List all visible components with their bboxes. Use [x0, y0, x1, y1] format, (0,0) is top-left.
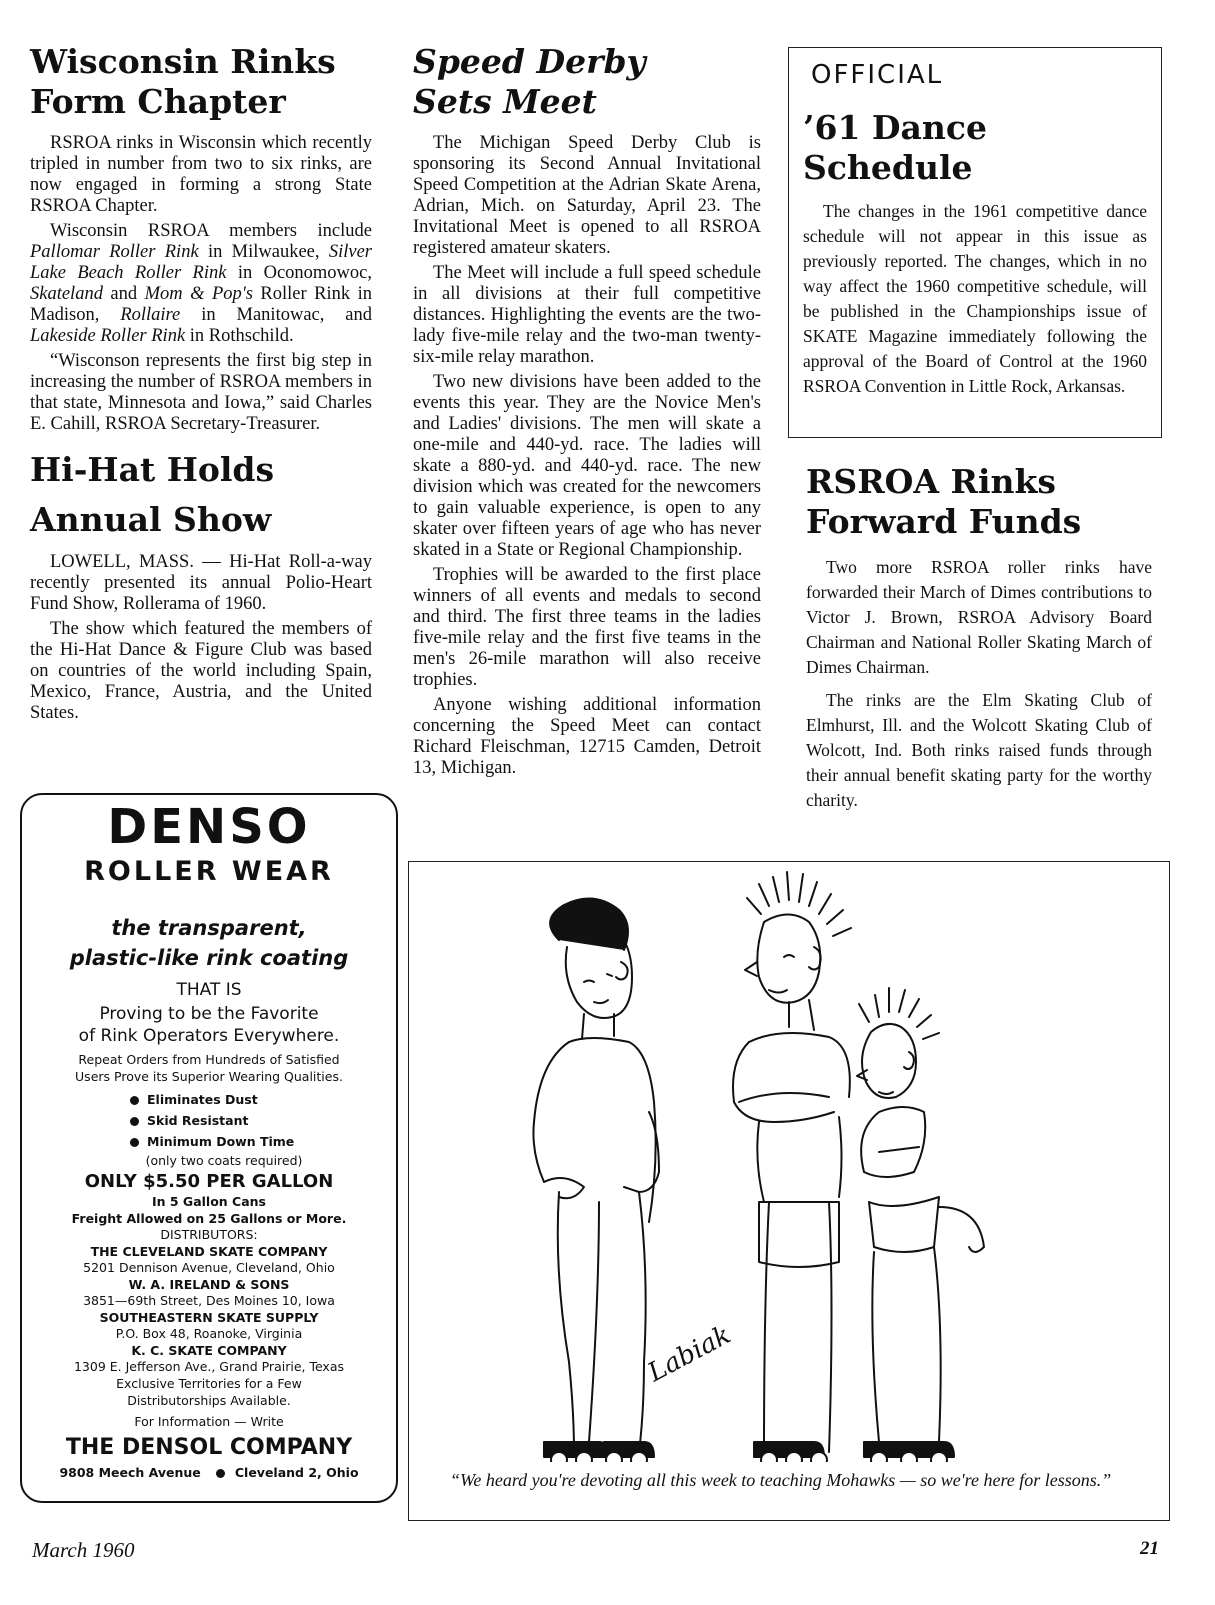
title-line: Speed Derby [413, 42, 646, 81]
article-paragraph: The show which featured the members of the Hi-Hat Dance & Figure Club was based on countries of the world including Spain, Mexico, France, Austria, and the United States. [30, 619, 372, 724]
ad-brand: DENSO [107, 799, 311, 855]
article-paragraph: The Meet will include a full speed schedule in all divisions at their full competitive distances. Highlighting the events are the two-lady five-mile relay and the two-man twenty-six-mile relay marathon. [413, 263, 761, 368]
bullet-icon [130, 1138, 139, 1147]
article-title-forward-funds [806, 462, 1152, 541]
mohawk-figure-tall [733, 872, 851, 1462]
ad-text: THAT IS [176, 980, 242, 1000]
ad-text: (only two coats required) [145, 1153, 303, 1168]
mohawk-figure-small [857, 988, 984, 1462]
article-title-speed-derby [413, 42, 761, 121]
ad-distributor-address: 5201 Dennison Avenue, Cleveland, Ohio [83, 1260, 335, 1275]
article-paragraph: The Michigan Speed Derby Club is sponsoring its Second Annual Invitational Speed Competition at the Adrian Skate Arena, Adrian, Mich. on Saturday, April 23. The Invitational Meet is opened to all RSROA registered amateur skaters. [413, 133, 761, 259]
ad-distributor-address: 3851—69th Street, Des Moines 10, Iowa [83, 1293, 335, 1308]
issue-date: March 1960 [32, 1538, 135, 1562]
ad-company: THE DENSOL COMPANY [65, 1435, 353, 1460]
ad-distributor-name: SOUTHEASTERN SKATE SUPPLY [99, 1310, 319, 1325]
article-paragraph: LOWELL, MASS. — Hi-Hat Roll-a-way recently presented its annual Polio-Heart Fund Show, Rollerama of 1960. [30, 552, 372, 615]
official-label: OFFICIAL [811, 60, 944, 90]
title-line: Form Chapter [30, 81, 286, 121]
ad-distributor-name: W. A. IRELAND & SONS [128, 1277, 290, 1292]
ad-distributor-address: P.O. Box 48, Roanoke, Virginia [115, 1326, 303, 1341]
column-left [30, 42, 372, 728]
cartoon-signature: Labiak [643, 1319, 736, 1389]
title-line: Sets Meet [413, 81, 597, 121]
ad-text: In 5 Gallon Cans [151, 1194, 266, 1209]
ad-text: Freight Allowed on 25 Gallons or More. [71, 1211, 347, 1226]
ad-text: DISTRIBUTORS: [160, 1227, 258, 1242]
article-paragraph: Trophies will be awarded to the first place winners of all events and medals to second and third. The first three teams in the ladies five-mile relay and the first five teams in the men's 26-mile marathon will also receive trophies. [413, 565, 761, 691]
title-line: Annual Show [30, 499, 272, 539]
article-paragraph: Anyone wishing additional information concerning the Speed Meet can contact Richard Fleischman, 12715 Camden, Detroit 13, Michigan. [413, 695, 761, 779]
ad-company-address: 9808 Meech Avenue Cleveland 2, Ohio [59, 1465, 359, 1480]
bullet-icon [130, 1096, 139, 1105]
ad-text: Users Prove its Superior Wearing Qualities. [75, 1069, 343, 1084]
ad-text: Repeat Orders from Hundreds of Satisfied [78, 1052, 340, 1067]
article-paragraph: Wisconsin RSROA members include Pallomar Roller Rink in Milwaukee, Silver Lake Beach Roller Rink in Oconomowoc, Skateland and Mom & Pop's Roller Rink in Madison, Rollaire in Manitowac, and Lakeside Roller Rink in Rothschild. [30, 221, 373, 347]
ad-product: ROLLER WEAR [84, 856, 334, 887]
article-paragraph: Two new divisions have been added to the events this year. They are the Novice Men's and Ladies' divisions. The men will skate a one-mile and 440-yd. race. The ladies will skate a 880-yd. and 440-yd. race. The new division which was created for the newcomers to gain valuable experience, is open to any skater over fifteen years of age who has never skated in a State or Regional Championship. [413, 372, 761, 561]
bullet-icon [216, 1469, 225, 1478]
ad-bullets [130, 1089, 396, 1152]
official-notice-box [788, 47, 1162, 438]
article-title-wisconsin [30, 42, 372, 121]
bullet-icon [130, 1117, 139, 1126]
instructor-figure [533, 899, 659, 1462]
article-title-dance-schedule: ’61 Dance Schedule [803, 108, 987, 187]
ad-tagline: plastic-like rink coating [69, 946, 349, 970]
article-paragraph: Two more RSROA roller rinks have forwarded their March of Dimes contributions to Victor J. Brown, RSROA Advisory Board Chairman and National Roller Skating March of Dimes Chairman. [806, 557, 1152, 678]
column-right-lower [806, 462, 1152, 821]
ad-bullet-item: Eliminates Dust [130, 1089, 396, 1110]
article-paragraph: RSROA rinks in Wisconsin which recently tripled in number from two to six rinks, are now engaged in forming a strong State RSROA Chapter. [30, 133, 372, 217]
ad-distributor-name: K. C. SKATE COMPANY [131, 1343, 287, 1358]
ad-distributor-address: 1309 E. Jefferson Ave., Grand Prairie, Texas [73, 1359, 345, 1374]
cartoon-caption: “We heard you're devoting all this week to teaching Mohawks — so we're here for lessons.” [450, 1470, 1112, 1490]
title-line: Forward Funds [806, 501, 1082, 541]
ad-text: For Information — Write [134, 1414, 284, 1429]
denso-advertisement [20, 793, 398, 1503]
article-paragraph: “Wisconson represents the first big step in increasing the number of RSROA members in that state, Minnesota and Iowa,” said Charles E. Cahill, RSROA Secretary-Treasurer. [30, 351, 372, 435]
ad-text: Exclusive Territories for a Few [116, 1376, 302, 1391]
article-paragraph: The rinks are the Elm Skating Club of Elmhurst, Ill. and the Wolcott Skating Club of Wolcott, Ind. Both rinks raised funds through their annual benefit skating party for the worthy charity. [806, 690, 1152, 811]
title-line: RSROA Rinks [806, 462, 1056, 501]
article-title-hi-hat [30, 445, 372, 544]
title-line: Hi-Hat Holds [30, 450, 275, 490]
ad-price: ONLY $5.50 PER GALLON [84, 1171, 334, 1192]
title-line: Wisconsin Rinks [30, 42, 336, 81]
column-middle [413, 42, 761, 783]
ad-text: Distributorships Available. [127, 1393, 291, 1408]
ad-text: of Rink Operators Everywhere. [78, 1026, 340, 1046]
ad-bullet-item: Minimum Down Time [130, 1131, 396, 1152]
cartoon-illustration [409, 862, 1169, 1462]
cartoon-frame [408, 861, 1170, 1521]
ad-text: Proving to be the Favorite [99, 1004, 319, 1024]
ad-tagline: the transparent, [111, 916, 307, 940]
ad-distributor-name: THE CLEVELAND SKATE COMPANY [90, 1244, 328, 1259]
article-paragraph: The changes in the 1961 competitive dance schedule will not appear in this issue as previously reported. The changes, which in no way affect the 1960 competitive schedule, will be published in the Championships issue of SKATE Magazine immediately following the approval of the Board of Control at the 1960 RSROA Convention in Little Rock, Arkansas. [803, 201, 1147, 397]
page-number: 21 [1140, 1538, 1159, 1559]
ad-bullet-item: Skid Resistant [130, 1110, 396, 1131]
